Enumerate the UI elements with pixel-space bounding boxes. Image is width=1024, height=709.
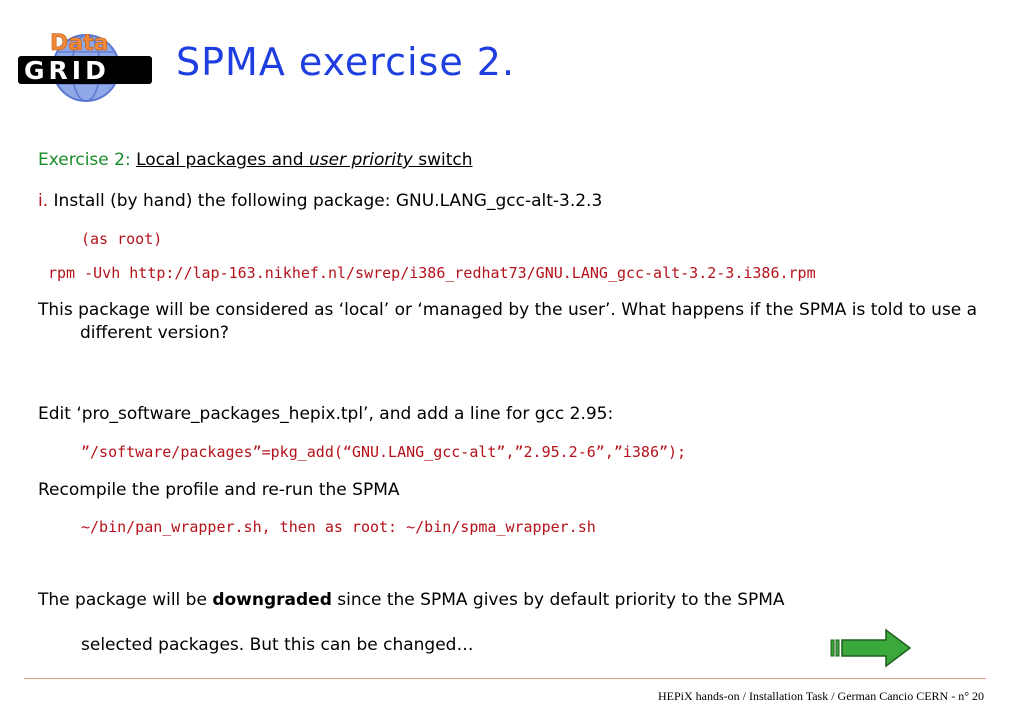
step-text: Install (by hand) the following package: GNU.LANG_gcc-alt-3.2.3 — [53, 191, 603, 211]
code-wrapper: ~/bin/pan_wrapper.sh, then as root: ~/bin/spma_wrapper.sh — [81, 518, 596, 536]
exercise-title: Local packages and user priority switch — [136, 150, 473, 170]
svg-text:Data: Data — [50, 31, 109, 56]
recompile-instruction: Recompile the profile and re-run the SPMA — [38, 480, 400, 500]
conclusion-line2: selected packages. But this can be changed… — [81, 635, 474, 655]
exercise-heading — [38, 150, 473, 170]
conclusion: The package will be downgraded since the SPMA gives by default priority to the SPMA — [38, 590, 785, 610]
code-rpm-command: rpm -Uvh http://lap-163.nikhef.nl/swrep/i386_redhat73/GNU.LANG_gcc-alt-3.2-3.i386.rpm — [48, 264, 816, 282]
step-i — [38, 191, 602, 211]
exercise-prefix: Exercise 2: — [38, 150, 131, 170]
code-as-root: (as root) — [81, 230, 163, 248]
edit-instruction: Edit ‘pro_software_packages_hepix.tpl’, and add a line for gcc 2.95: — [38, 404, 614, 424]
footer-text: HEPiX hands-on / Installation Task / German Cancio CERN - n° 20 — [657, 689, 984, 703]
footer-rule — [24, 678, 986, 679]
code-pkg-add: ”/software/packages”=pkg_add(“GNU.LANG_gcc-alt”,”2.95.2-6”,”i386”); — [81, 443, 687, 461]
page-title: SPMA exercise 2. — [176, 40, 516, 84]
svg-text:GRID: GRID — [24, 56, 110, 85]
datagrid-logo — [16, 28, 154, 102]
step-marker: i. — [38, 191, 49, 211]
paragraph-local: This package will be considered as ‘local’ or ‘managed by the user’. What happens if the SPMA is told to use a different version? — [38, 300, 978, 343]
next-arrow-icon[interactable] — [830, 628, 912, 668]
